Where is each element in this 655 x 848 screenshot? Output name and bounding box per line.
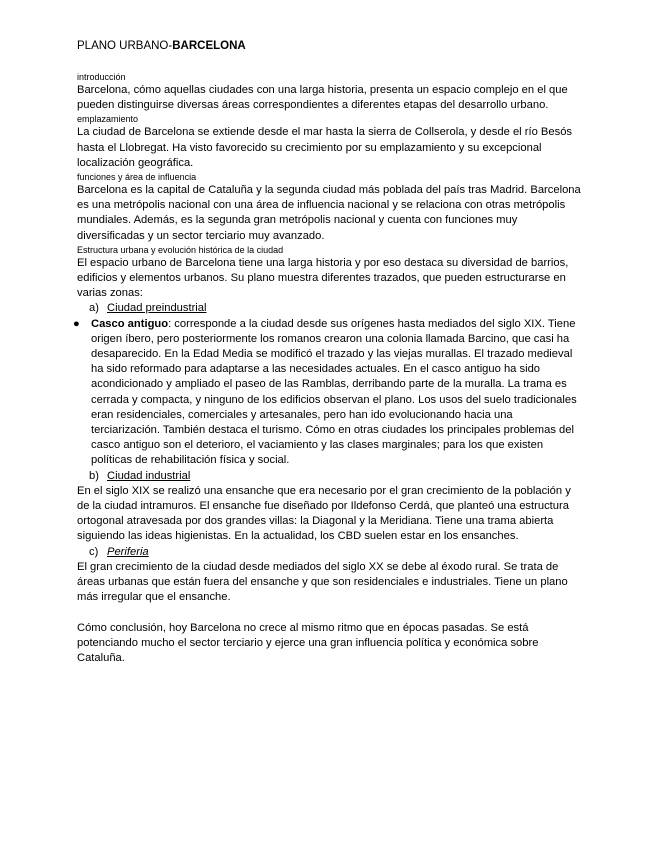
paragraph-estructura: El espacio urbano de Barcelona tiene una larga historia y por eso destaca su diversidad de barrios, edificios y elementos urbanos. Su plano muestra diferentes trazados, que pueden estructurarse en varias zonas: [77,256,569,300]
document-page [73,39,582,666]
zone-c-letter: c) [89,545,99,558]
zone-a-letter: a) [89,302,99,315]
zone-c-heading [77,545,582,560]
zone-b-label: Ciudad industrial [107,469,191,482]
zone-a-heading [77,301,582,316]
zone-b-letter: b) [89,469,99,482]
casco-antiguo-bullet-item [73,317,582,469]
bullet-dot-icon: ● [73,317,80,330]
heading-emplazamiento: emplazamiento [77,114,139,125]
paragraph-funciones: Barcelona es la capital de Cataluña y la segunda ciudad más poblada del país tras Madrid. Barcelona es una metrópolis nacional con una área de influencia nacional y se relaciona con otras metrópolis mundiales. Además, es la segunda gran metrópolis nacional y cuenta con funciones muy diversificadas y un sector terciario muy avanzado. [77,184,581,242]
title-prefix: PLANO URBANO- [77,40,173,52]
document-title [77,39,582,53]
heading-introduccion: introducción [77,72,126,82]
zone-a-label: Ciudad preindustrial [107,302,207,315]
heading-funciones: funciones y área de influencia [77,172,197,183]
casco-antiguo-text: : corresponde a la ciudad desde sus orígenes hasta mediados del siglo XIX. Tiene origen íbero, pero posteriormente los romanos crearon una colonia llamada Barcino, que casi ha desaparecido. En la Edad Media se modificó el trazado y las viejas murallas. El trazado medieval ha sido reformado para adaptarse a las necesidades actuales. En el casco antiguo ha sido acondicionado y ampliado el paseo de las Ramblas, derribando parte de la muralla. La trama es cerrada y compacta, y ninguno de los edificios observan el plano. Los usos del suelo tradicionales eran residenciales, comerciales y artesanales, pero han ido evolucionando hacia una terciarización. También destaca el turismo. Cómo en otras ciudades los principales problemas del casco antiguo son el deterioro, el vaciamiento y las clases marginales; para los que existen políticas de rehabilitación física y social. [91,317,577,467]
title-bold: BARCELONA [172,40,246,52]
zone-b-heading [77,469,582,484]
paragraph-zone-c: El gran crecimiento de la ciudad desde mediados del siglo XX se debe al éxodo rural. Se trata de áreas urbanas que están fuera del ensanche y que son residenciales e industriales. Tiene un plano más irregular que el ensanche. [77,560,568,604]
heading-estructura: Estructura urbana y evolución histórica de la ciudad [77,244,284,255]
casco-antiguo-label: Casco antiguo [91,317,169,330]
paragraph-zone-b: En el siglo XIX se realizó una ensanche que era necesario por el gran crecimiento de la población y de la ciudad intramuros. El ensanche fue diseñado por Ildefonso Cerdá, que planteó una estructura ortogonal atravesada por dos grandes villas: la Diagonal y la Meridiana. Tiene una trama abierta siguiendo las ideas higienistas. En la actualidad, los CBD suelen estar en los ensanches. [77,484,571,543]
zone-c-label: Periferia [107,545,149,558]
paragraph-gap [77,606,582,621]
paragraph-emplazamiento: La ciudad de Barcelona se extiende desde el mar hasta la sierra de Collserola, y desde el río Besós hasta el Llobregat. Ha visto favorecido su crecimiento por su emplazamiento y su excepcional localización geográfica. [77,126,573,169]
paragraph-conclusion: Cómo conclusión, hoy Barcelona no crece al mismo ritmo que en épocas pasadas. Se está potenciando mucho el sector terciario y ejerce una gran influencia política y económica sobre Cataluña. [77,621,539,664]
paragraph-introduccion: Barcelona, cómo aquellas ciudades con una larga historia, presenta un espacio complejo en el que pueden distinguirse diversas áreas correspondientes a diferentes etapas del desarrollo urbano. [77,84,568,112]
